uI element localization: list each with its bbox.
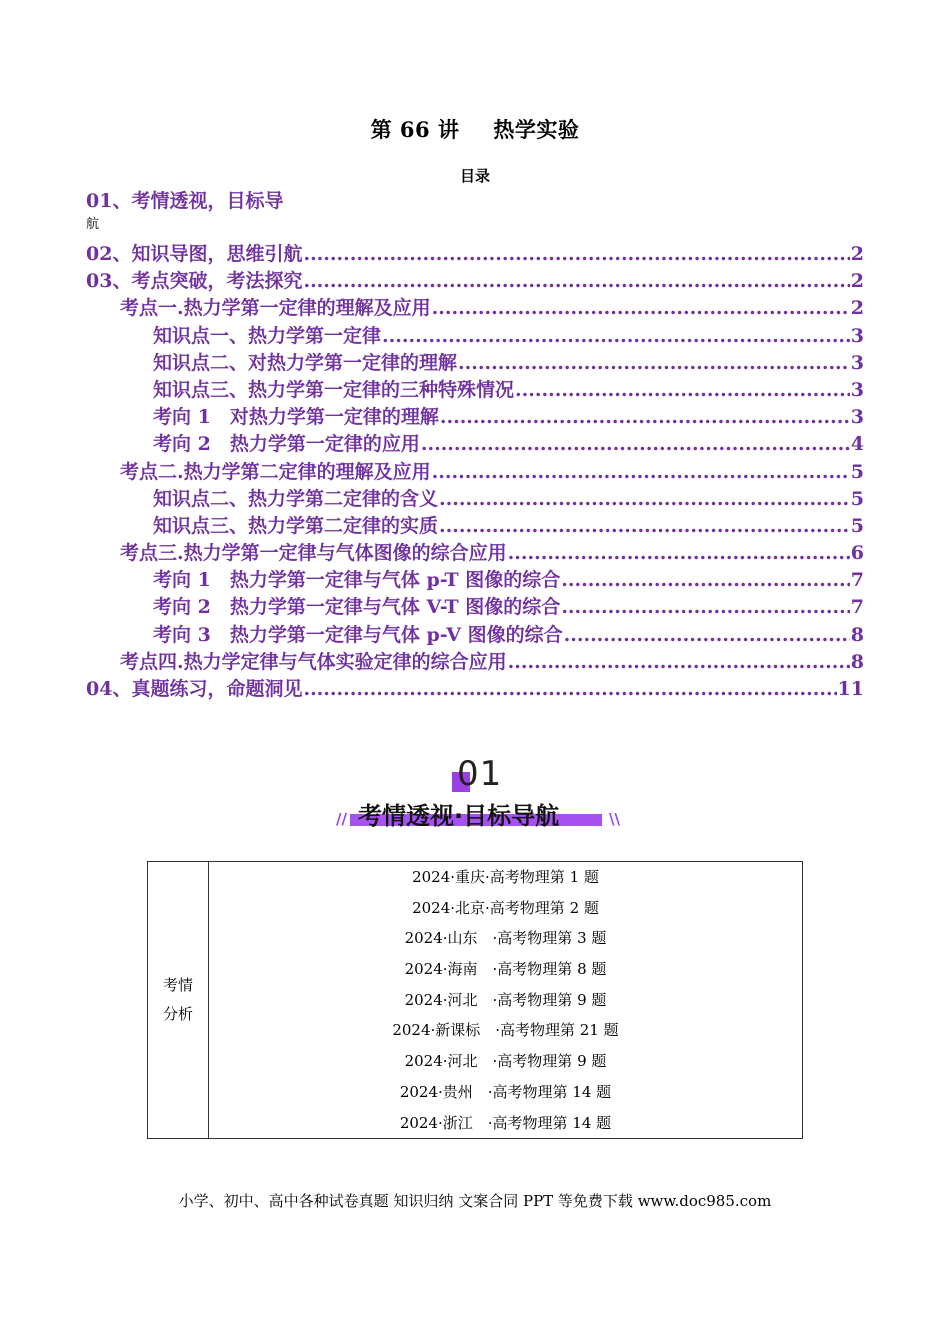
toc-entry-label: 知识点二、热力学第二定律的含义	[153, 487, 439, 510]
toc-leader-dots	[382, 323, 850, 350]
exam-source-item: 2024·浙江 ·高考物理第 14 题	[399, 1113, 612, 1132]
toc-entry-label: 考向 2 热力学第一定律的应用	[153, 433, 420, 456]
toc-entry[interactable]	[86, 594, 864, 621]
toc-entry[interactable]	[86, 241, 864, 268]
toc-entry[interactable]	[86, 486, 864, 513]
exam-source-item: 2024·河北 ·高考物理第 9 题	[404, 1052, 607, 1071]
toc-entry-page: 5	[850, 487, 864, 510]
toc-leader-dots	[439, 513, 850, 540]
toc-entry[interactable]	[86, 268, 864, 295]
toc-entry-page: 3	[850, 351, 864, 374]
toc-leader-dots	[564, 622, 850, 649]
analysis-label-line2: 分析	[162, 1005, 193, 1024]
toc-leader-dots	[432, 459, 850, 486]
toc-entry-page: 8	[850, 650, 864, 673]
exam-source-item: 2024·重庆·高考物理第 1 题	[412, 868, 599, 886]
toc-entry-page: 4	[850, 433, 864, 456]
toc-entry-label: 考向 3 热力学第一定律与气体 p-V 图像的综合	[153, 623, 563, 646]
toc-leader-dots	[508, 649, 850, 676]
exam-source-item: 2024·海南 ·高考物理第 8 题	[404, 960, 607, 979]
toc-leader-dots	[303, 268, 849, 295]
toc-entry-page: 3	[850, 378, 864, 401]
toc-entry-label: 知识点三、热力学第二定律的实质	[153, 514, 439, 537]
toc-entry-page: 7	[850, 569, 864, 592]
exam-source-item: 2024·北京·高考物理第 2 题	[412, 898, 599, 917]
toc-entry[interactable]	[86, 622, 864, 649]
toc-entry-page: 2	[850, 243, 864, 265]
toc-entry-label: 考点二.热力学第二定律的理解及应用	[120, 460, 431, 483]
page-footer: 小学、初中、高中各种试卷真题 知识归纳 文案合同 PPT 等免费下载 www.doc985.com	[178, 1192, 772, 1210]
toc-entry[interactable]	[86, 459, 864, 486]
page-title	[0, 114, 950, 144]
toc-leader-dots	[508, 540, 850, 567]
toc-entry-label: 知识点一、热力学第一定律	[153, 324, 382, 347]
toc-entry-label: 知识点三、热力学第一定律的三种特殊情况	[153, 378, 515, 401]
slash-left-decoration: //	[336, 810, 347, 828]
toc-entry-page: 5	[850, 460, 864, 483]
toc-entry-page: 6	[850, 542, 864, 565]
toc-entry-first[interactable]: 01、考情透视，目标导	[86, 190, 284, 212]
toc-leader-dots	[440, 404, 850, 431]
toc-entry[interactable]	[86, 676, 864, 703]
toc-entry[interactable]	[86, 404, 864, 431]
toc-entry[interactable]	[86, 377, 864, 404]
toc-leader-dots	[561, 594, 849, 621]
toc-entry-label: 考向 2 热力学第一定律与气体 V-T 图像的综合	[153, 596, 561, 619]
section-number: 01	[457, 754, 503, 794]
toc-leader-dots	[303, 676, 836, 703]
toc-entry-label: 考向 1 对热力学第一定律的理解	[153, 406, 439, 429]
toc-leader-dots	[515, 377, 850, 404]
toc-entry-label: 03、考点突破，考法探究	[86, 270, 303, 293]
toc-leader-dots	[303, 241, 849, 268]
toc-entry-label: 02、知识导图，思维引航	[86, 243, 303, 265]
title-lecture-number: 第 66 讲	[370, 117, 460, 142]
toc-entry-label: 考点四.热力学定律与气体实验定律的综合应用	[120, 650, 507, 673]
toc-entry-page: 7	[850, 596, 864, 619]
exam-analysis-table	[147, 861, 803, 1139]
toc-entry[interactable]	[86, 350, 864, 377]
toc-entry[interactable]	[86, 323, 864, 350]
analysis-items-cell	[209, 862, 803, 1139]
section-title-block	[336, 796, 620, 830]
toc-leader-dots	[421, 431, 850, 458]
section-number-block	[452, 754, 503, 796]
section-title: 考情透视·目标导航	[358, 802, 560, 830]
toc-leader-dots	[561, 567, 850, 594]
toc-leader-dots	[432, 295, 850, 322]
table-of-contents	[86, 241, 864, 703]
toc-entry[interactable]	[86, 295, 864, 322]
exam-source-item: 2024·新课标 ·高考物理第 21 题	[392, 1021, 619, 1040]
toc-entry[interactable]	[86, 540, 864, 567]
toc-entry-label: 考点三.热力学第一定律与气体图像的综合应用	[120, 542, 507, 565]
toc-entry-page: 2	[850, 297, 864, 320]
analysis-label-line1: 考情	[162, 976, 193, 995]
exam-source-item: 2024·贵州 ·高考物理第 14 题	[399, 1082, 612, 1101]
toc-entry-label: 考向 1 热力学第一定律与气体 p-T 图像的综合	[153, 569, 561, 592]
toc-entry-page: 3	[850, 324, 864, 347]
toc-entry[interactable]	[86, 513, 864, 540]
title-topic: 热学实验	[493, 117, 580, 142]
toc-entry[interactable]	[86, 567, 864, 594]
toc-entry-first-wrap: 航	[86, 217, 100, 232]
toc-leader-dots	[458, 350, 850, 377]
slash-right-decoration: \\	[609, 810, 620, 828]
toc-entry[interactable]	[86, 431, 864, 458]
toc-entry-page: 2	[850, 270, 864, 293]
toc-entry-page: 11	[837, 678, 864, 700]
exam-source-item: 2024·河北 ·高考物理第 9 题	[404, 990, 607, 1009]
toc-entry-label: 考点一.热力学第一定律的理解及应用	[120, 297, 431, 320]
toc-entry-label: 04、真题练习，命题洞见	[86, 678, 303, 700]
toc-entry-label: 知识点二、对热力学第一定律的理解	[153, 351, 458, 374]
toc-entry[interactable]	[86, 649, 864, 676]
exam-source-item: 2024·山东 ·高考物理第 3 题	[404, 929, 607, 948]
toc-entry-page: 5	[850, 514, 864, 537]
toc-entry-page: 8	[850, 623, 864, 646]
toc-heading: 目录	[459, 167, 490, 185]
toc-leader-dots	[439, 486, 850, 513]
toc-entry-page: 3	[850, 406, 864, 429]
section-badge	[0, 754, 950, 840]
analysis-label-cell	[148, 862, 209, 1139]
